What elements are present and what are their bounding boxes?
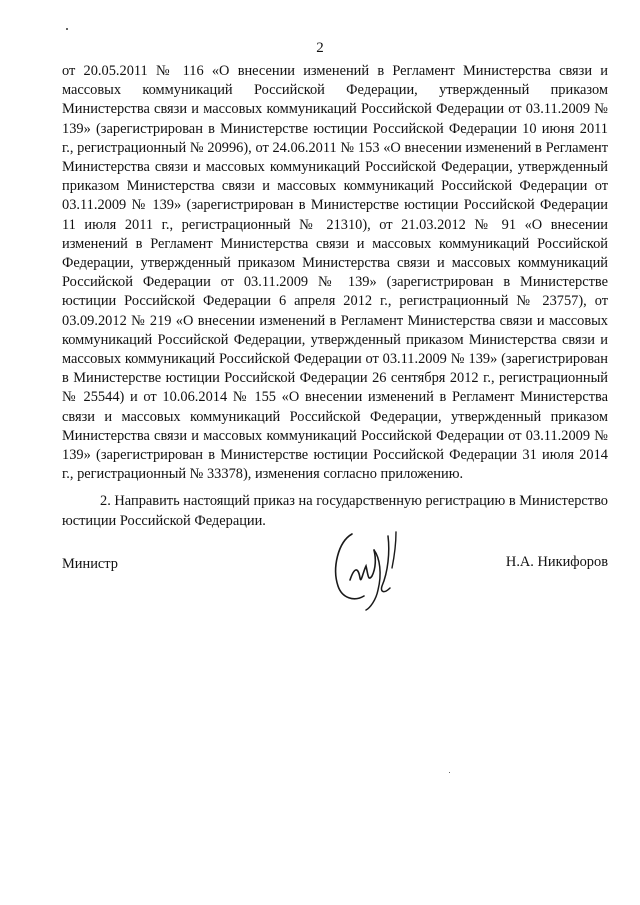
scan-speck bbox=[449, 772, 450, 773]
signature-block bbox=[62, 542, 608, 622]
handwritten-signature bbox=[330, 528, 410, 612]
signatory-title: Министр bbox=[62, 556, 118, 572]
page-number: 2 bbox=[316, 40, 324, 56]
document-body bbox=[62, 62, 608, 531]
paragraph-item-2: 2. Направить настоящий приказ на государственную регистрацию в Министерство юстиции Российской Федерации. bbox=[62, 493, 608, 529]
scan-speck bbox=[66, 28, 68, 30]
signatory-name: Н.А. Никифоров bbox=[505, 554, 608, 570]
paragraph-amendments-list: от 20.05.2011 № 116 «О внесении изменений в Регламент Министерства связи и массовых коммуникаций Российской Федерации, утвержденный приказом Министерства связи и массовых коммуникаций Российской Федерации от 03.11.2009 № 139» (зарегистрирован в Министерстве юстиции Российской Федерации 10 июня 2011 г., регистрационный № 20996), от 24.06.2011 № 153 «О внесении изменений в Регламент Министерства связи и массовых коммуникаций Российской Федерации, утвержденный приказом Министерства связи и массовых коммуникаций Российской Федерации от 03.11.2009 № 139» (зарегистрирован в Министерстве юстиции Российской Федерации 11 июля 2011 г., регистрационный № 21310), от 21.03.2012 № 91 «О внесении изменений в Регламент Министерства связи и массовых коммуникаций Российской Федерации, утвержденный приказом Министерства связи и массовых коммуникаций Российской Федерации от 03.11.2009 № 139» (зарегистрирован в Министерстве юстиции Российской Федерации 6 апреля 2012 г., регистрационный № 23757), от 03.09.2012 № 219 «О внесении изменений в Регламент Министерства связи и массовых коммуникаций Российской Федерации, утвержденный приказом Министерства связи и массовых коммуникаций Российской Федерации от 03.11.2009 № 139» (зарегистрирован в Министерстве юстиции Российской Федерации 26 сентября 2012 г., регистрационный № 25544) и от 10.06.2014 № 155 «О внесении изменений в Регламент Министерства связи и массовых коммуникаций Российской Федерации, утвержденный приказом Министерства связи и массовых коммуникаций Российской Федерации от 03.11.2009 № 139» (зарегистрирован в Министерстве юстиции Российской Федерации 31 июля 2014 г., регистрационный № 33378), изменения согласно приложению. bbox=[62, 63, 608, 483]
